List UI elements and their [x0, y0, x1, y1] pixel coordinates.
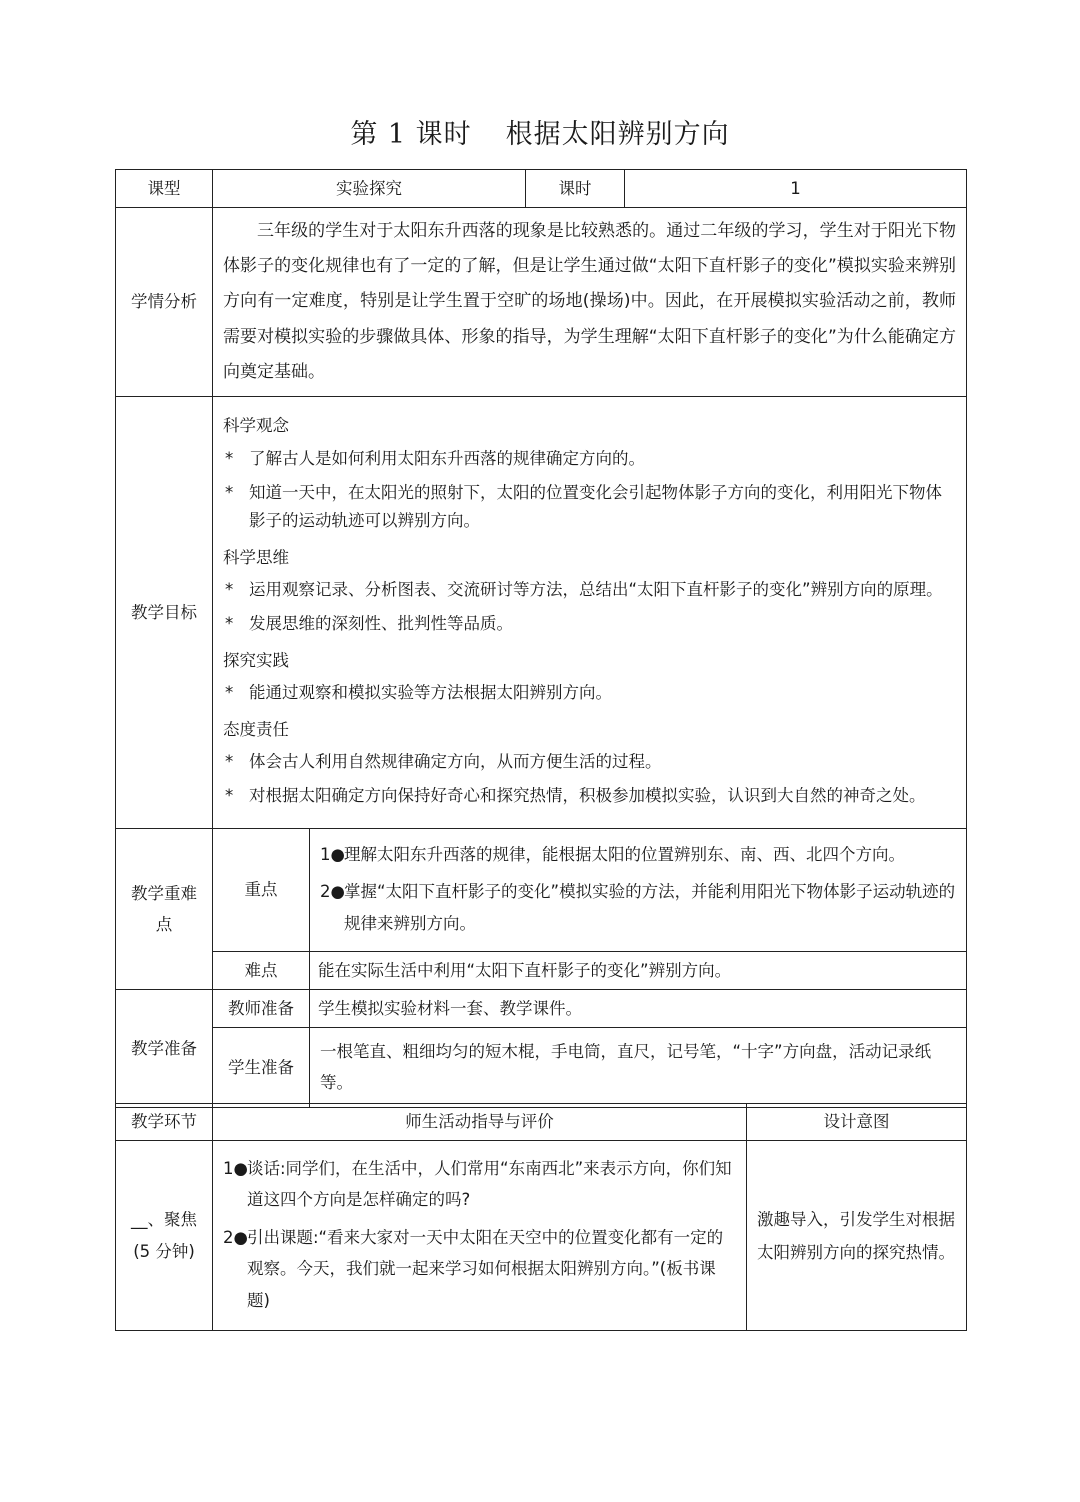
- item-number: 1●: [223, 1159, 248, 1179]
- difficulty-text: 能在实际生活中利用“太阳下直杆影子的变化”辨别方向。: [310, 951, 967, 989]
- objective-item: * 对根据太阳确定方向保持好奇心和探究热情，积极参加模拟实验，认识到大自然的神奇之处。: [223, 782, 956, 810]
- focus-item: [320, 839, 956, 870]
- objective-item: * 运用观察记录、分析图表、交流研讨等方法，总结出“太阳下直杆影子的变化”辨别方向的原理。: [223, 576, 956, 604]
- stage-cell: [116, 1141, 213, 1331]
- activity-item: [223, 1153, 736, 1216]
- key-points-label: 教学重难点: [116, 828, 213, 989]
- student-prep-label: 学生准备: [213, 1027, 310, 1107]
- type-value: 实验探究: [213, 170, 526, 208]
- objectives-row: [116, 396, 967, 828]
- stage-time: (5 分钟): [133, 1241, 195, 1261]
- activity-item: [223, 1222, 736, 1316]
- objectives-label: 教学目标: [116, 396, 213, 828]
- objective-item: * 体会古人利用自然规律确定方向，从而方便生活的过程。: [223, 748, 956, 776]
- focus-label: 重点: [213, 828, 310, 951]
- item-text: 引出课题:“看来大家对一天中太阳在天空中的位置变化都有一定的观察。今天，我们就一起来学习如何根据太阳辨别方向。”(板书课题): [247, 1227, 724, 1310]
- process-row: [116, 1141, 967, 1331]
- stage-name: __、聚焦: [131, 1210, 197, 1230]
- objective-item: * 发展思维的深刻性、批判性等品质。: [223, 610, 956, 638]
- item-text: 掌握“太阳下直杆影子的变化”模拟实验的方法，并能利用阳光下物体影子运动轨迹的规律来辨别方向。: [344, 882, 956, 933]
- header-intent: 设计意图: [747, 1104, 967, 1141]
- objective-heading: 科学思维: [223, 547, 289, 567]
- focus-item: [320, 876, 956, 939]
- objective-item: * 能通过观察和模拟实验等方法根据太阳辨别方向。: [223, 679, 956, 707]
- page-title: [0, 112, 1080, 151]
- hours-value: 1: [625, 170, 967, 208]
- teacher-prep-label: 教师准备: [213, 989, 310, 1027]
- teacher-prep-row: [116, 989, 967, 1027]
- objectives-content: [213, 396, 967, 828]
- objective-item: * 了解古人是如何利用太阳东升西落的规律确定方向的。: [223, 445, 956, 473]
- focus-content: [310, 828, 967, 951]
- intent-cell: 激趣导入，引发学生对根据太阳辨别方向的探究热情。: [747, 1141, 967, 1331]
- type-label: 课型: [116, 170, 213, 208]
- student-prep-text: 一根笔直、粗细均匀的短木棍，手电筒，直尺，记号笔，“十字”方向盘，活动记录纸等。: [310, 1027, 967, 1107]
- objective-heading: 探究实践: [223, 650, 289, 670]
- teaching-process-table: [115, 1103, 967, 1331]
- header-stage: 教学环节: [116, 1104, 213, 1141]
- item-number: 2●: [223, 1227, 248, 1247]
- lesson-title: 根据太阳辨别方向: [505, 119, 730, 150]
- objective-item: * 知道一天中，在太阳光的照射下，太阳的位置变化会引起物体影子方向的变化，利用阳光下物体影子的运动轨迹可以辨别方向。: [223, 479, 956, 536]
- header-activity: 师生活动指导与评价: [213, 1104, 747, 1141]
- difficulty-label: 难点: [213, 951, 310, 989]
- focus-row: [116, 828, 967, 951]
- item-number: 2●: [320, 882, 345, 902]
- difficulty-row: [116, 951, 967, 989]
- activity-cell: [213, 1141, 747, 1331]
- process-header-row: [116, 1104, 967, 1141]
- hours-label: 课时: [526, 170, 625, 208]
- lesson-type-row: [116, 170, 967, 208]
- teacher-prep-text: 学生模拟实验材料一套、教学课件。: [310, 989, 967, 1027]
- objective-heading: 态度责任: [223, 719, 289, 739]
- lesson-number: 第 1 课时: [350, 119, 472, 150]
- item-text: 谈话:同学们，在生活中，人们常用“东南西北”来表示方向，你们知道这四个方向是怎样确定的吗?: [247, 1159, 732, 1210]
- item-number: 1●: [320, 844, 345, 864]
- student-prep-row: [116, 1027, 967, 1107]
- analysis-text: 三年级的学生对于太阳东升西落的现象是比较熟悉的。通过二年级的学习，学生对于阳光下物体影子的变化规律也有了一定的了解，但是让学生通过做“太阳下直杆影子的变化”模拟实验来辨别方向有一定难度，特别是让学生置于空旷的场地(操场)中。因此，在开展模拟实验活动之前，教师需要对模拟实验的步骤做具体、形象的指导，为学生理解“太阳下直杆影子的变化”为什么能确定方向奠定基础。: [213, 208, 967, 397]
- lesson-plan-table: [115, 169, 967, 1108]
- analysis-label: 学情分析: [116, 208, 213, 397]
- preparation-label: 教学准备: [116, 989, 213, 1107]
- item-text: 理解太阳东升西落的规律，能根据太阳的位置辨别东、南、西、北四个方向。: [344, 844, 905, 864]
- analysis-row: [116, 208, 967, 397]
- objective-heading: 科学观念: [223, 416, 289, 436]
